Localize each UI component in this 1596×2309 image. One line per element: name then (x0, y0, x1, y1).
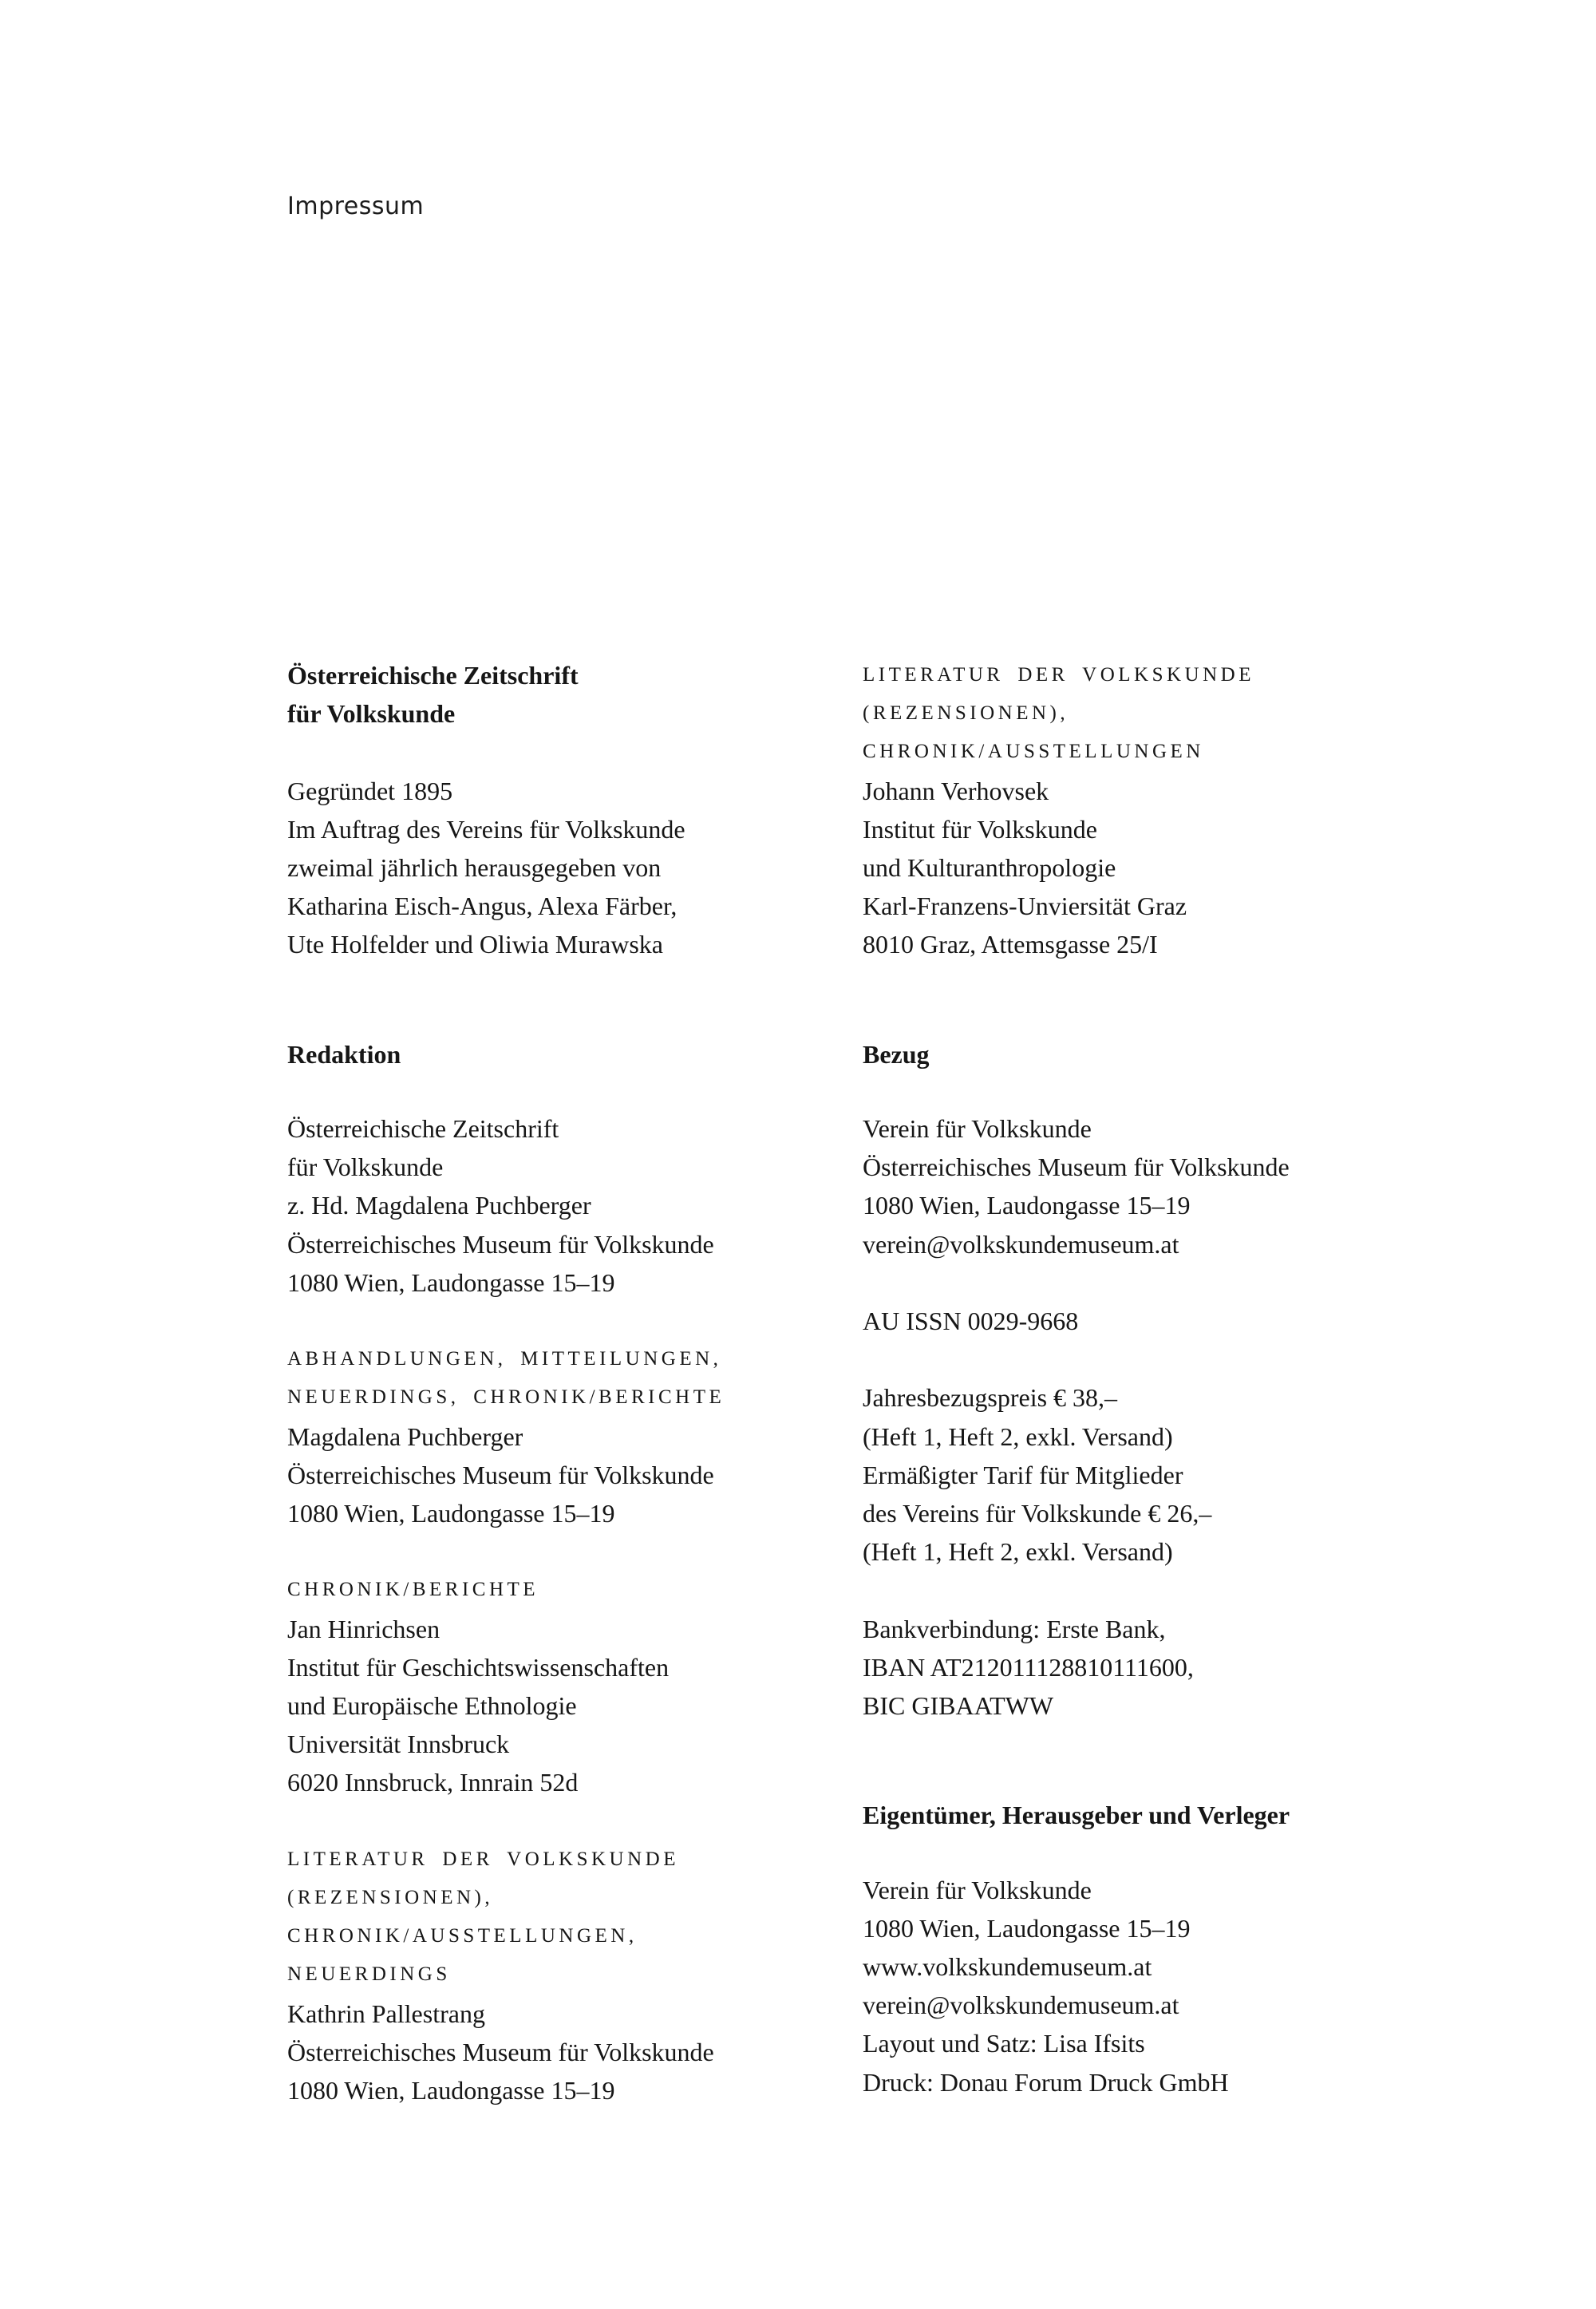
section-heading-bezug: Bezug (863, 1039, 930, 1069)
founding-line: Gegründet 1895 (287, 776, 453, 805)
issn-text: AU ISSN 0029-9668 (863, 1307, 1079, 1336)
resort-literatur-right-block (863, 656, 1517, 964)
founding-block (287, 772, 846, 964)
address-line: 1080 Wien, Laudongasse 15–19 (287, 2076, 615, 2105)
resort-label-line: (REZENSIONEN), (287, 1887, 494, 1909)
address-line: Verein für Volkskunde (863, 1114, 1092, 1144)
price-line: Ermäßigter Tarif für Mitglieder (863, 1460, 1183, 1489)
address-line: Karl-Franzens-Unviersität Graz (863, 892, 1187, 921)
page-title: Impressum (287, 192, 425, 220)
left-column (287, 656, 846, 2109)
price-line: (Heft 1, Heft 2, exkl. Versand) (863, 1537, 1173, 1567)
masthead-line: für Volkskunde (287, 699, 456, 729)
address-line: Universität Innsbruck (287, 1730, 510, 1759)
address-line: Österreichisches Museum für Volkskunde (863, 1153, 1290, 1182)
contact-name-line: Magdalena Puchberger (287, 1421, 523, 1451)
resort-abhandlungen-block (287, 1340, 846, 1532)
price-line: Jahresbezugspreis € 38,– (863, 1383, 1118, 1413)
layout-credit-line: Layout und Satz: Lisa Ifsits (863, 2029, 1145, 2058)
contact-name-line: Jan Hinrichsen (287, 1614, 440, 1643)
iban-text: IBAN AT212011128810111600, (863, 1652, 1194, 1682)
contact-name-line: Kathrin Pallestrang (287, 1999, 485, 2028)
editor-names-line: Katharina Eisch-Angus, Alexa Färber, (287, 892, 678, 921)
address-line: 1080 Wien, Laudongasse 15–19 (287, 1267, 615, 1297)
resort-label-line: LITERATUR DER VOLKSKUNDE (287, 1848, 679, 1870)
address-line: und Europäische Ethnologie (287, 1691, 577, 1721)
resort-label-line: (REZENSIONEN), (863, 702, 1069, 725)
address-line: 1080 Wien, Laudongasse 15–19 (863, 1913, 1191, 1943)
journal-masthead-block (287, 656, 846, 733)
resort-literatur-left-block (287, 1840, 846, 2109)
address-line: z. Hd. Magdalena Puchberger (287, 1191, 591, 1220)
url-text: www.volkskundemuseum.at (863, 1952, 1152, 1982)
resort-label-line: CHRONIK/AUSSTELLUNGEN, (287, 1925, 638, 1947)
resort-label-line: CHRONIK/AUSSTELLUNGEN (863, 741, 1204, 763)
publisher-address-block (863, 1871, 1517, 2101)
email-text: verein@volkskundemuseum.at (863, 1991, 1179, 2020)
price-line: (Heft 1, Heft 2, exkl. Versand) (863, 1421, 1173, 1451)
resort-label-line: CHRONIK/BERICHTE (287, 1579, 539, 1601)
address-line: Institut für Geschichtswissenschaften (287, 1652, 670, 1682)
section-heading-eigentuemer: Eigentümer, Herausgeber und Verleger (863, 1801, 1290, 1830)
email-text: verein@volkskundemuseum.at (863, 1229, 1179, 1259)
bic-text: BIC GIBAATWW (863, 1691, 1054, 1721)
address-line: Österreichisches Museum für Volkskunde (287, 1460, 714, 1489)
bezug-address-block (863, 1109, 1517, 1263)
resort-label-line: ABHANDLUNGEN, MITTEILUNGEN, (287, 1348, 722, 1370)
editor-names-line: Ute Holfelder und Oliwia Murawska (287, 930, 663, 959)
contact-name-line: Johann Verhovsek (863, 776, 1049, 805)
founding-line: Im Auftrag des Vereins für Volkskunde (287, 814, 685, 844)
section-heading-redaktion: Redaktion (287, 1039, 401, 1069)
bank-line: Bankverbindung: Erste Bank, (863, 1614, 1166, 1643)
resort-label-line: NEUERDINGS, CHRONIK/BERICHTE (287, 1386, 725, 1409)
issn-block (863, 1302, 1517, 1340)
address-line: Verein für Volkskunde (863, 1875, 1092, 1904)
pricing-block (863, 1378, 1517, 1571)
address-line: Institut für Volkskunde (863, 814, 1097, 844)
resort-label-line: NEUERDINGS (287, 1963, 451, 1986)
masthead-line: Österreichische Zeitschrift (287, 661, 579, 690)
address-line: und Kulturanthropologie (863, 853, 1116, 883)
price-line: des Vereins für Volkskunde € 26,– (863, 1499, 1212, 1528)
founding-line: zweimal jährlich herausgegeben von (287, 853, 662, 882)
address-line: 1080 Wien, Laudongasse 15–19 (863, 1191, 1191, 1220)
address-line: für Volkskunde (287, 1153, 444, 1182)
right-column (863, 656, 1517, 2101)
bank-block (863, 1610, 1517, 1726)
resort-chronik-berichte-block (287, 1571, 846, 1801)
address-line: Österreichische Zeitschrift (287, 1114, 559, 1143)
address-line: 6020 Innsbruck, Innrain 52d (287, 1768, 579, 1797)
address-line: 1080 Wien, Laudongasse 15–19 (287, 1499, 615, 1528)
redaktion-address-block (287, 1109, 846, 1302)
print-credit-line: Druck: Donau Forum Druck GmbH (863, 2067, 1229, 2097)
address-line: 8010 Graz, Attemsgasse 25/I (863, 930, 1158, 959)
address-line: Österreichisches Museum für Volkskunde (287, 2037, 714, 2066)
resort-label-line: LITERATUR DER VOLKSKUNDE (863, 664, 1254, 686)
address-line: Österreichisches Museum für Volkskunde (287, 1229, 714, 1259)
